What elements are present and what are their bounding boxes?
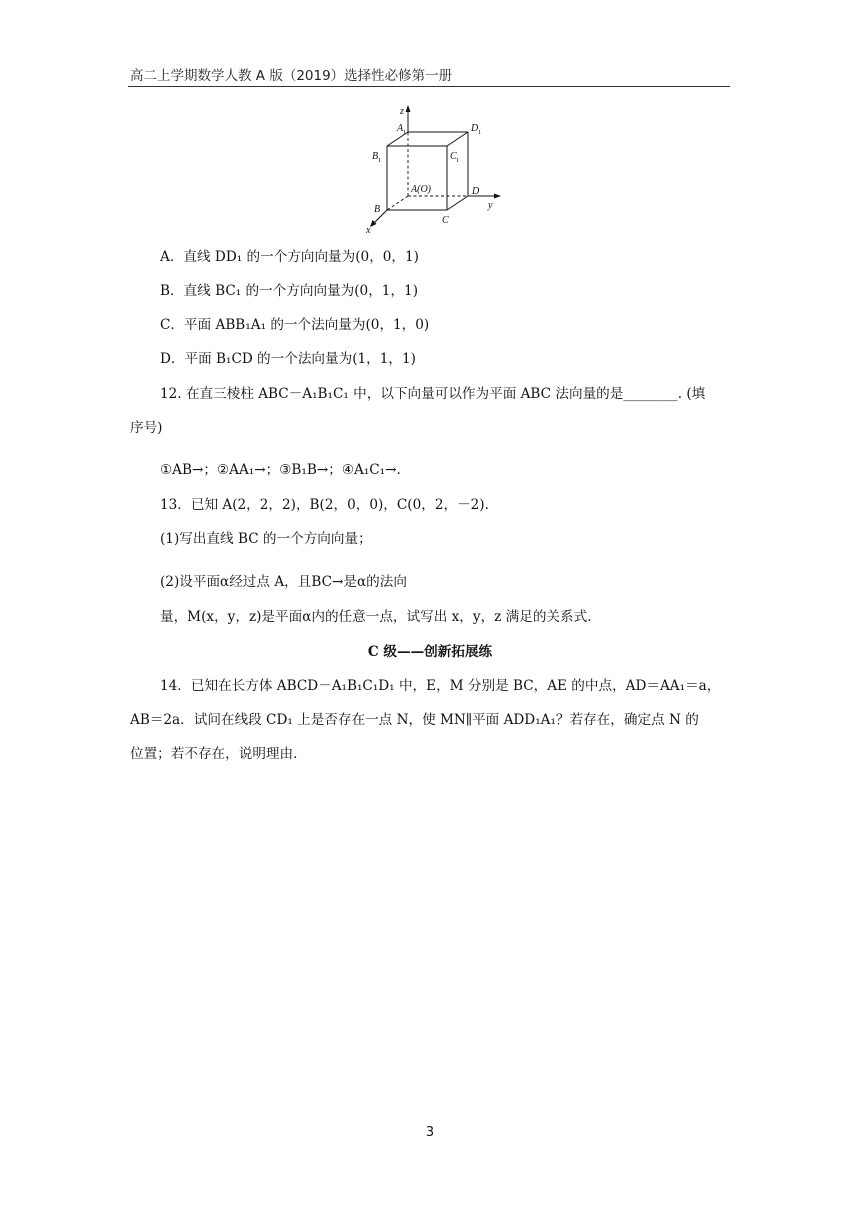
- label-b1: B: [372, 151, 379, 162]
- label-z: z: [400, 106, 404, 117]
- cube-figure: [360, 104, 505, 240]
- label-d1-sub: 1: [478, 129, 482, 136]
- label-b: B: [374, 204, 381, 215]
- label-a-origin: A(O): [411, 184, 431, 195]
- label-x: x: [366, 225, 371, 236]
- z-axis-arrow-icon: [406, 105, 411, 112]
- label-a1-sub: 1: [403, 129, 407, 136]
- edge-c-d: [447, 196, 468, 210]
- label-d: D: [472, 186, 480, 197]
- label-b1-sub: 1: [378, 157, 382, 164]
- label-y: y: [488, 200, 493, 211]
- edge-c1-d1: [447, 132, 468, 146]
- question-13-part-1: (1)写出直线 BC 的一个方向向量；: [160, 531, 372, 547]
- page-number: 3: [425, 1125, 435, 1140]
- question-13-part-2-cont: 量，M(x，y，z)是平面α内的任意一点，试写出 x，y，z 满足的关系式.: [160, 609, 592, 625]
- question-12-choices: ①AB→；②AA₁→；③B₁B→；④A₁C₁→.: [160, 462, 401, 478]
- page-header: 高二上学期数学人教 A 版（2019）选择性必修第一册: [130, 68, 453, 84]
- question-13-line-1: 13．已知 A(2，2，2)，B(2，0，0)，C(0，2，－2).: [160, 497, 489, 513]
- section-heading: C 级——创新拓展练: [367, 644, 493, 660]
- question-14-line-1: 14．已知在长方体 ABCD－A₁B₁C₁D₁ 中，E，M 分别是 BC，AE 的中点，AD＝AA₁＝a，: [160, 678, 721, 694]
- question-12-line-1: 12. 在直三棱柱 ABC－A₁B₁C₁ 中，以下向量可以作为平面 ABC 法向量的是________. (填: [160, 386, 706, 402]
- option-a: A．直线 DD₁ 的一个方向向量为(0，0，1): [160, 249, 419, 265]
- label-d1: D: [471, 123, 479, 134]
- question-14-line-3: 位置；若不存在，说明理由.: [130, 746, 298, 762]
- header-divider: [128, 86, 730, 87]
- question-12-line-2: 序号): [130, 420, 163, 436]
- question-14-line-2: AB＝2a．试问在线段 CD₁ 上是否存在一点 N，使 MN∥平面 ADD₁A₁？若存在，确定点 N 的: [130, 712, 699, 728]
- y-axis-arrow-icon: [494, 194, 501, 199]
- question-13-part-2: (2)设平面α经过点 A，且BC→是α的法向: [160, 574, 407, 590]
- label-c1: C: [450, 151, 457, 162]
- option-d: D．平面 B₁CD 的一个法向量为(1，1，1): [160, 351, 416, 367]
- option-c: C．平面 ABB₁A₁ 的一个法向量为(0，1，0): [160, 317, 430, 333]
- option-b: B．直线 BC₁ 的一个方向向量为(0，1，1): [160, 283, 418, 299]
- edge-a-b-hidden: [387, 196, 408, 210]
- label-c: C: [442, 215, 449, 226]
- label-a1: A: [397, 123, 404, 134]
- label-c1-sub: 1: [456, 157, 460, 164]
